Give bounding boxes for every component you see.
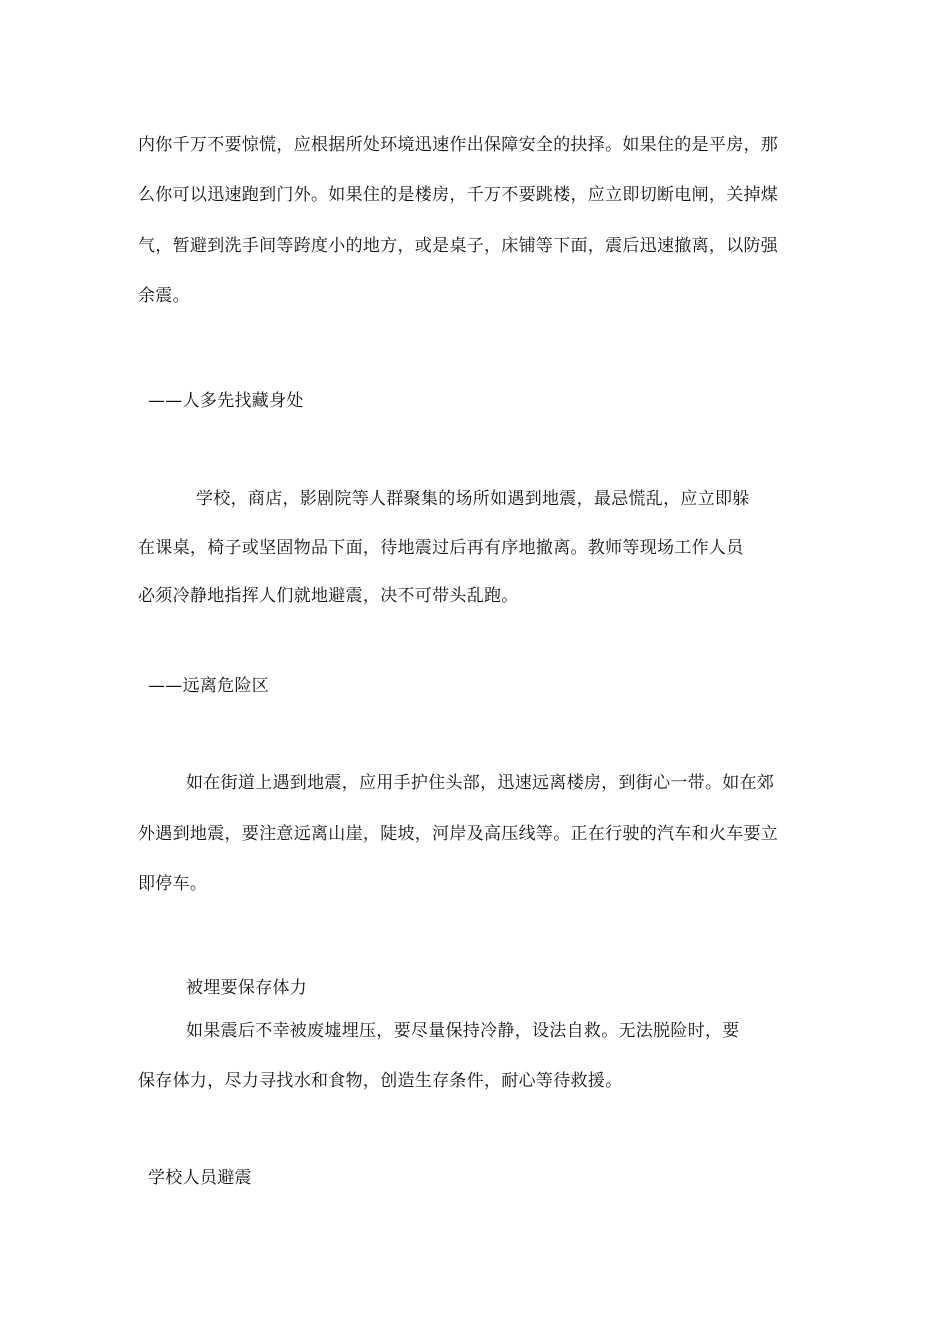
section-heading-preserve-strength: 被埋要保存体力	[186, 978, 308, 998]
paragraph-1-line-4: 余震。	[138, 286, 190, 306]
paragraph-2-line-1: 学校，商店，影剧院等人群聚集的场所如遇到地震，最忌慌乱，应立即躲	[196, 489, 750, 509]
paragraph-1-line-1: 内你千万不要惊慌，应根据所处环境迅速作出保障安全的抉择。如果住的是平房，那	[138, 135, 779, 155]
paragraph-3-line-3: 即停车。	[138, 874, 208, 894]
paragraph-1-line-3: 气，暂避到洗手间等跨度小的地方，或是桌子，床铺等下面，震后迅速撤离，以防强	[138, 236, 779, 256]
section-heading-danger-zone: ——远离危险区	[148, 676, 270, 696]
section-heading-crowd-shelter: ——人多先找藏身处	[148, 391, 304, 411]
paragraph-2-line-3: 必须冷静地指挥人们就地避震，决不可带头乱跑。	[138, 586, 519, 606]
paragraph-4-line-1: 如果震后不幸被废墟埋压，要尽量保持冷静，设法自救。无法脱险时，要	[186, 1021, 740, 1041]
paragraph-3-line-2: 外遇到地震，要注意远离山崖，陡坡，河岸及高压线等。正在行驶的汽车和火车要立	[138, 824, 779, 844]
paragraph-2-line-2: 在课桌，椅子或坚固物品下面，待地震过后再有序地撤离。教师等现场工作人员	[138, 538, 744, 558]
paragraph-3-line-1: 如在街道上遇到地震，应用手护住头部，迅速远离楼房，到街心一带。如在郊	[186, 773, 775, 793]
section-heading-school-evacuation: 学校人员避震	[148, 1168, 252, 1188]
paragraph-4-line-2: 保存体力，尽力寻找水和食物，创造生存条件，耐心等待救援。	[138, 1071, 623, 1091]
paragraph-1-line-2: 么你可以迅速跑到门外。如果住的是楼房，千万不要跳楼，应立即切断电闸，关掉煤	[138, 185, 779, 205]
